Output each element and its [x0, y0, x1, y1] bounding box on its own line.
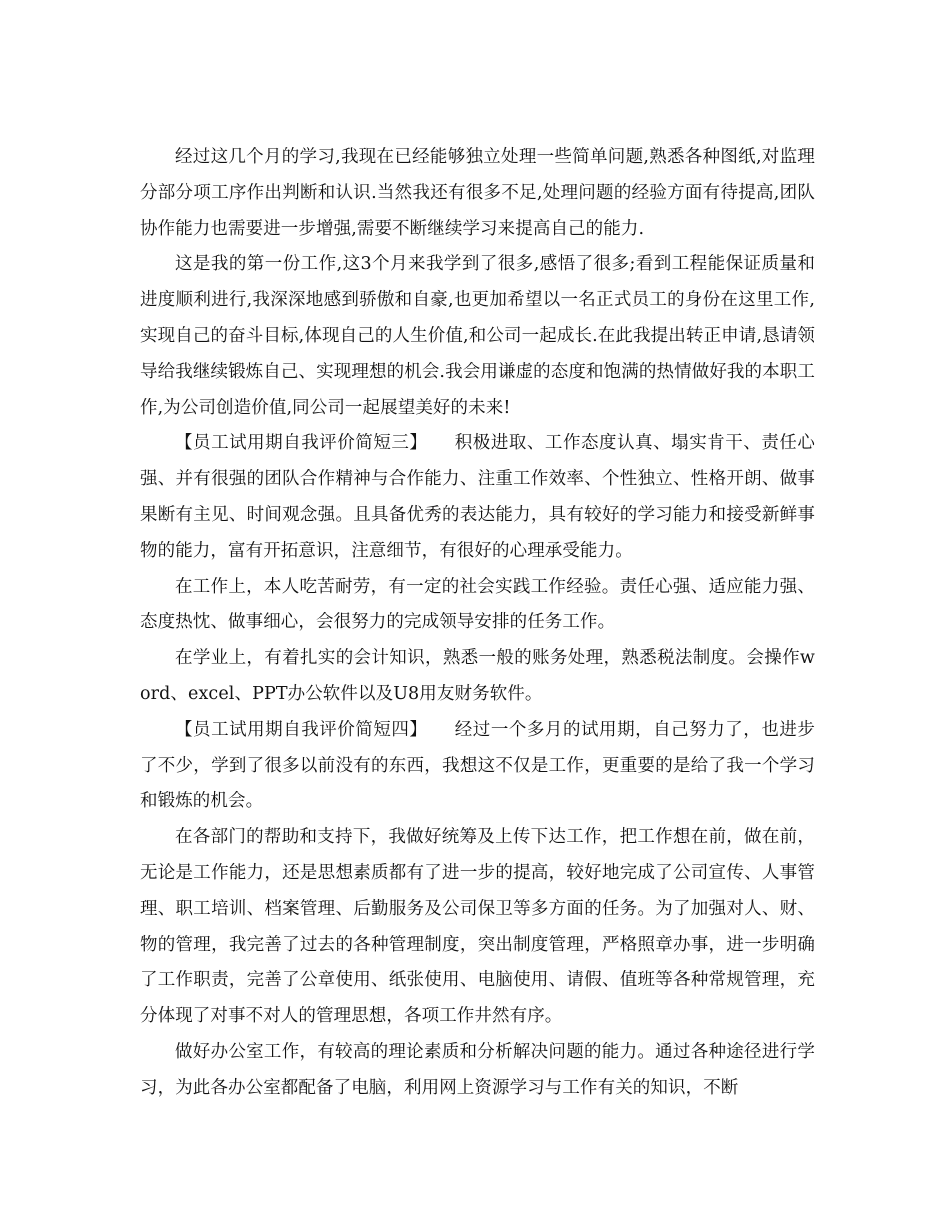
paragraph-1: 经过这几个月的学习,我现在已经能够独立处理一些简单问题,熟悉各种图纸,对监理分部分项工序作出判断和认识.当然我还有很多不足,处理问题的经验方面有待提高,团队协作能力也需要进一步增强,需要不断继续学习来提高自己的能力. [140, 147, 815, 239]
document-body [140, 140, 815, 1107]
paragraph-3: 【员工试用期自我评价简短三】 积极进取、工作态度认真、塌实肯干、责任心强、并有很强的团队合作精神与合作能力、注重工作效率、个性独立、性格开朗、做事果断有主见、时间观念强。且具备优秀的表达能力，具有较好的学习能力和接受新鲜事物的能力，富有开拓意识，注意细节，有很好的心理承受能力。 [140, 433, 815, 561]
paragraph-7: 在各部门的帮助和支持下，我做好统筹及上传下达工作，把工作想在前，做在前，无论是工作能力，还是思想素质都有了进一步的提高，较好地完成了公司宣传、人事管理、职工培训、档案管理、后勤服务及公司保卫等多方面的任务。为了加强对人、财、物的管理，我完善了过去的各种管理制度，突出制度管理，严格照章办事，进一步明确了工作职责，完善了公章使用、纸张使用、电脑使用、请假、值班等各种常规管理，充分体现了对事不对人的管理思想，各项工作井然有序。 [140, 827, 815, 1027]
paragraph-6: 【员工试用期自我评价简短四】 经过一个多月的试用期，自己努力了，也进步了不少，学到了很多以前没有的东西，我想这不仅是工作，更重要的是给了我一个学习和锻炼的机会。 [140, 719, 815, 812]
paragraph-4: 在工作上，本人吃苦耐劳，有一定的社会实践工作经验。责任心强、适应能力强、态度热忱、做事细心，会很努力的完成领导安排的任务工作。 [140, 576, 815, 633]
paragraph-2: 这是我的第一份工作,这3个月来我学到了很多,感悟了很多;看到工程能保证质量和进度顺利进行,我深深地感到骄傲和自豪,也更加希望以一名正式员工的身份在这里工作,实现自己的奋斗目标,体现自己的人生价值,和公司一起成长.在此我提出转正申请,恳请领导给我继续锻炼自己、实现理想的机会.我会用谦虚的态度和饱满的热情做好我的本职工作,为公司创造价值,同公司一起展望美好的未来! [140, 254, 815, 418]
paragraph-5: 在学业上，有着扎实的会计知识，熟悉一般的账务处理，熟悉税法制度。会操作word、excel、PPT办公软件以及U8用友财务软件。 [140, 648, 815, 704]
paragraph-8: 做好办公室工作，有较高的理论素质和分析解决问题的能力。通过各种途径进行学习，为此各办公室都配备了电脑，利用网上资源学习与工作有关的知识，不断 [140, 1041, 815, 1098]
